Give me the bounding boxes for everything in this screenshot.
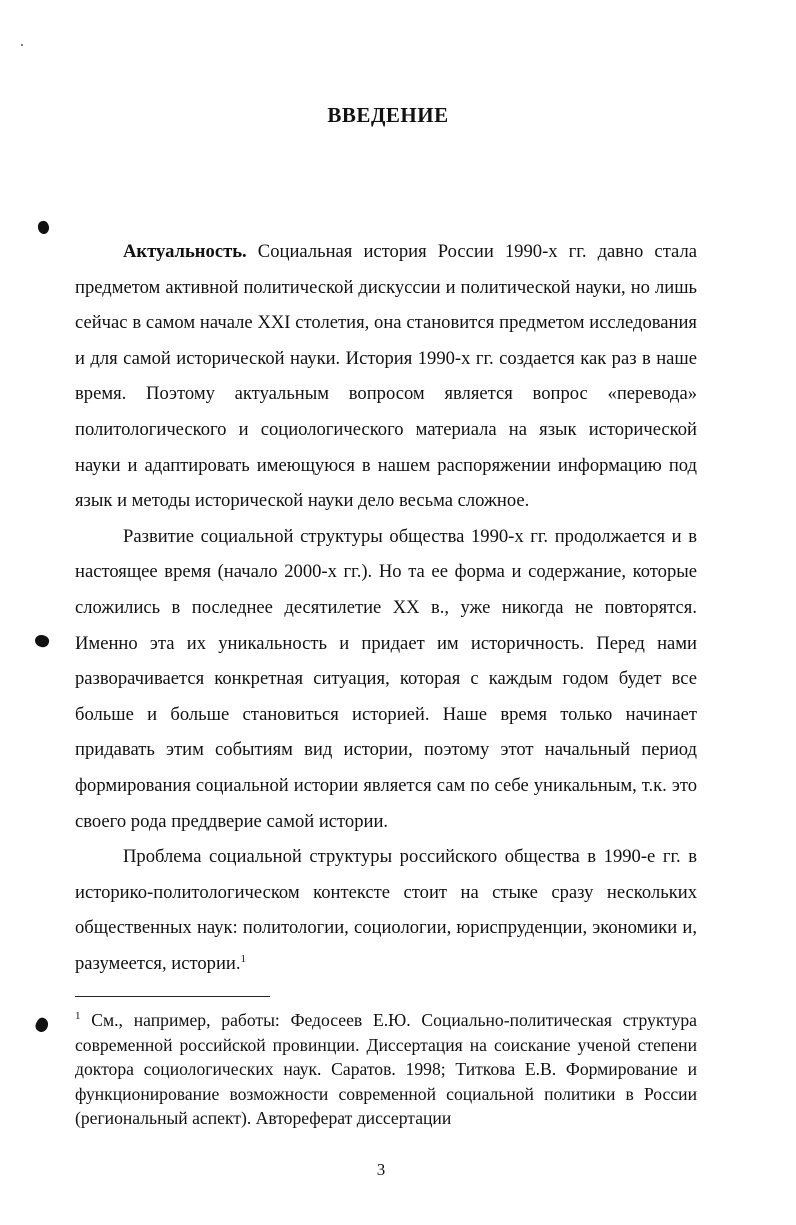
scan-hole-mark	[33, 633, 50, 649]
scan-speck	[21, 44, 23, 46]
footnote-divider	[75, 996, 270, 997]
footnote-marker: 1	[75, 1010, 81, 1023]
footnote-reference[interactable]: 1	[240, 952, 247, 965]
scan-hole-mark	[37, 220, 51, 235]
paragraph-structure	[75, 519, 697, 839]
paragraph-relevance	[75, 234, 697, 519]
footnote-text: См., например, работы: Федосеев Е.Ю. Социально-политическая структура современной российской провинции. Диссертация на соискание ученой степени доктора социологических наук. Саратов. 1998; Титкова Е.В. Формирование и функционирование возможности современной социальной политики в России (региональный аспект). Автореферат диссертации	[75, 1010, 697, 1129]
page-title: ВВЕДЕНИЕ	[327, 103, 449, 127]
scan-hole-mark	[33, 1016, 50, 1034]
paragraph-lead: Актуальность.	[123, 241, 247, 262]
main-text	[75, 234, 697, 981]
paragraph-problem	[75, 839, 697, 981]
paragraph-text: Развитие социальной структуры общества 1990-х гг. продолжается и в настоящее время (начало 2000-х гг.). Но та ее форма и содержание, которые сложились в последнее десятилетие XX в., уже никогда не повторятся. Именно эта их уникальность и придает им историчность. Перед нами разворачивается конкретная ситуация, которая с каждым годом будет все больше и больше становиться историей. Наше время только начинает придавать этим событиям вид истории, поэтому этот начальный период формирования социальной истории является сам по себе уникальным, т.к. это своего рода преддверие самой истории.	[75, 525, 697, 832]
footnote	[75, 1008, 697, 1131]
paragraph-text: Социальная история России 1990-х гг. давно стала предметом активной политической дискуссии и политической науки, но лишь сейчас в самом начале XXI столетия, она становится предметом исследования и для самой исторической науки. История 1990-х гг. создается как раз в наше время. Поэтому актуальным вопросом является вопрос «перевода» политологического и социологического материала на язык исторической науки и адаптировать имеющуюся в нашем распоряжении информацию под язык и методы исторической науки дело весьма сложное.	[75, 241, 697, 512]
page-number: 3	[376, 1160, 386, 1179]
paragraph-text: Проблема социальной структуры российского общества в 1990-е гг. в историко-политологическом контексте стоит на стыке сразу нескольких общественных наук: политологии, социологии, юриспруденции, экономики и, разумеется, истории.	[75, 846, 697, 974]
